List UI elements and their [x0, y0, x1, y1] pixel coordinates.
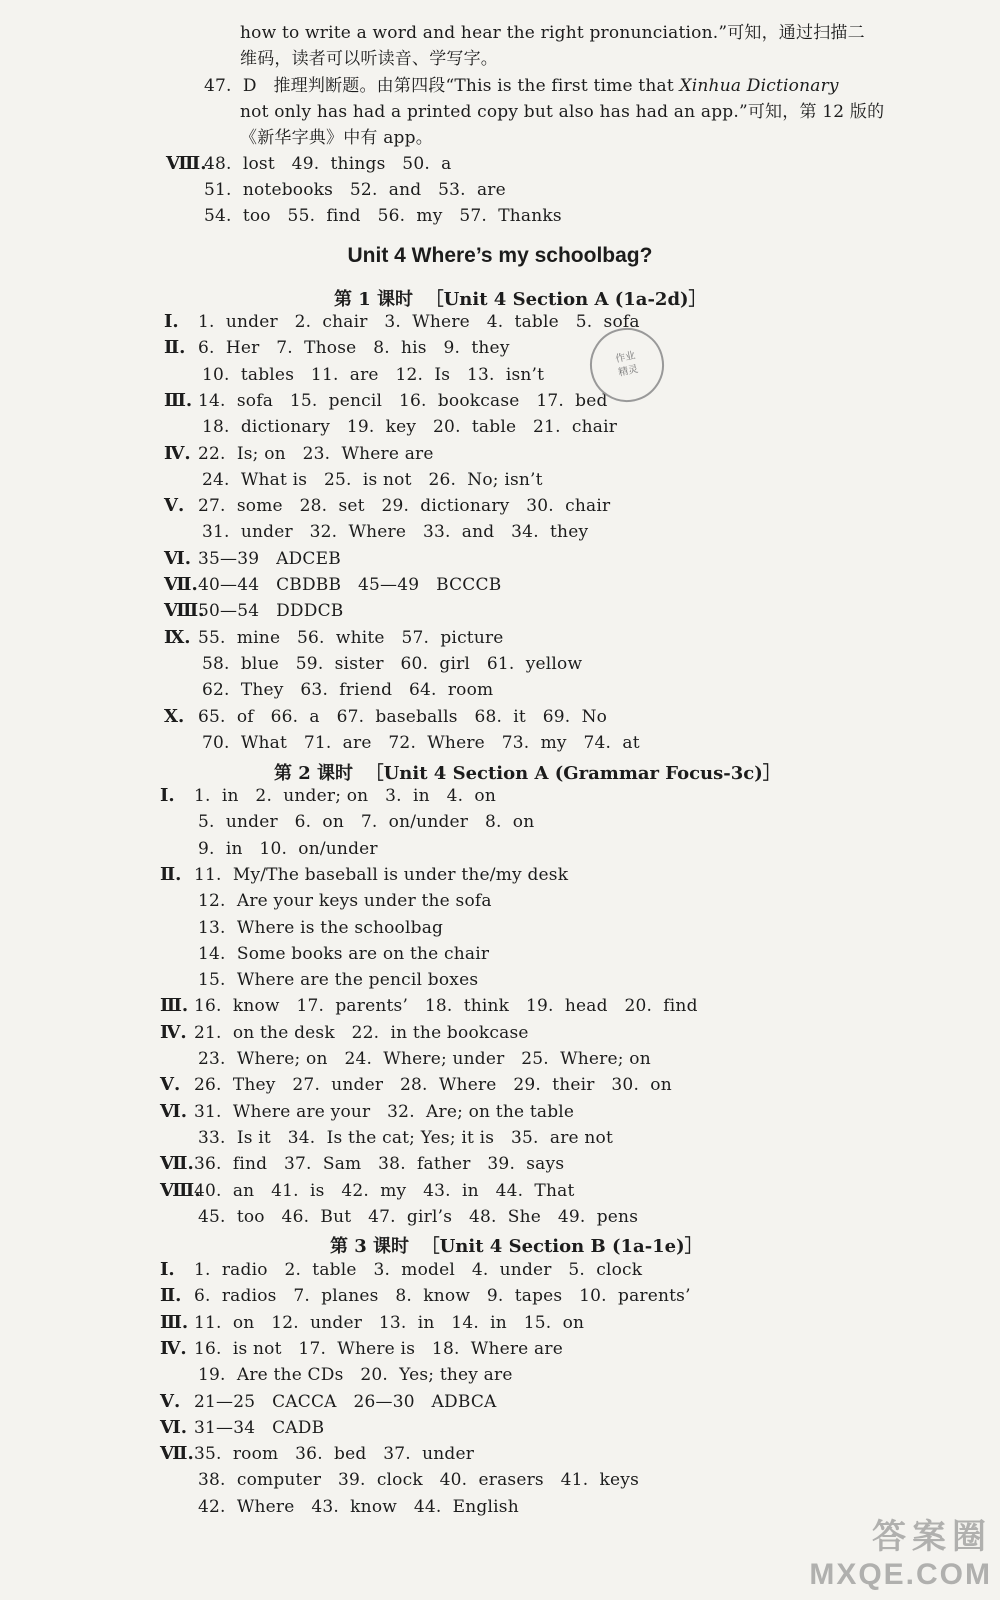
answer-line: 40—44 CBDBB 45—49 BCCCB	[198, 575, 502, 595]
text-span: 47. D 推理判断题。由第四段“This is the first time that	[204, 76, 680, 96]
answer-line: 35. room 36. bed 37. under	[194, 1444, 475, 1465]
answer-line: 38. computer 39. clock 40. erasers 41. keys	[198, 1470, 639, 1491]
answer-line: 48. lost 49. things 50. a	[204, 154, 452, 174]
section-number: Ⅱ.	[160, 863, 182, 885]
answer-line: 11. My/The baseball is under the/my desk	[194, 864, 569, 885]
section-number: Ⅰ.	[160, 785, 175, 806]
answer-line: 21—25 CACCA 26—30 ADBCA	[194, 1391, 497, 1412]
answer-line: 6. radios 7. planes 8. know 9. tapes 10. parents’	[194, 1286, 691, 1307]
text-line: 《新华字典》中有 app。	[240, 128, 433, 148]
answer-line: 16. know 17. parents’ 18. think 19. head 20. find	[194, 996, 698, 1017]
answer-line: 31. Where are your 32. Are; on the table	[194, 1101, 575, 1122]
answer-line: 45. too 46. But 47. girl’s 48. She 49. pens	[198, 1206, 639, 1227]
section-number: Ⅰ.	[164, 311, 179, 332]
answer-line: 26. They 27. under 28. Where 29. their 30. on	[194, 1075, 672, 1096]
section-number: Ⅴ.	[160, 1390, 181, 1412]
watermark	[809, 1509, 992, 1592]
section-number: Ⅶ.	[160, 1443, 194, 1465]
text-line: not only has had a printed copy but also has had an app.”可知，第 12 版的	[240, 102, 885, 122]
answer-line: 5. under 6. on 7. on/under 8. on	[198, 812, 535, 833]
answer-line: 62. They 63. friend 64. room	[202, 680, 494, 701]
answer-line: 58. blue 59. sister 60. girl 61. yellow	[202, 653, 583, 674]
answer-line: 14. sofa 15. pencil 16. bookcase 17. bed	[198, 390, 608, 411]
lesson-title: 第 2 课时 ［Unit 4 Section A (Grammar Focus-3c)］	[274, 763, 781, 784]
answer-line: 1. under 2. chair 3. Where 4. table 5. sofa	[198, 312, 640, 332]
section-number: Ⅴ.	[160, 1074, 181, 1096]
section-number: Ⅷ.	[160, 1179, 201, 1201]
answer-line: 51. notebooks 52. and 53. are	[204, 180, 506, 200]
section-number: Ⅰ.	[160, 1259, 175, 1280]
answer-line: 18. dictionary 19. key 20. table 21. chair	[202, 417, 618, 438]
answer-line: 35—39 ADCEB	[198, 548, 341, 569]
unit-title: Unit 4 Where’s my schoolbag?	[347, 244, 653, 267]
answer-line: 23. Where; on 24. Where; under 25. Where; on	[198, 1049, 651, 1069]
answer-line: 1. in 2. under; on 3. in 4. on	[194, 786, 496, 806]
section-number: Ⅳ.	[160, 1337, 187, 1359]
answer-line: 31—34 CADB	[194, 1417, 325, 1438]
answer-line: 55. mine 56. white 57. picture	[198, 627, 504, 648]
text-line	[204, 75, 839, 97]
section-number: Ⅱ.	[160, 1285, 182, 1307]
section-number: Ⅶ.	[164, 574, 198, 595]
answer-line: 11. on 12. under 13. in 14. in 15. on	[194, 1312, 585, 1333]
answer-line: 54. too 55. find 56. my 57. Thanks	[204, 206, 562, 226]
section-number: Ⅷ.	[164, 600, 205, 622]
answer-line: 13. Where is the schoolbag	[198, 917, 444, 938]
answer-line: 22. Is; on 23. Where are	[198, 443, 434, 464]
section-number: Ⅴ.	[164, 495, 185, 517]
italic-title: Xinhua Dictionary	[679, 76, 839, 96]
answer-line: 27. some 28. set 29. dictionary 30. chair	[198, 496, 611, 517]
answer-line: 31. under 32. Where 33. and 34. they	[202, 522, 589, 543]
watermark-logo-text: 答案圈	[872, 1518, 992, 1556]
section-number: Ⅷ.	[166, 153, 207, 174]
answer-line: 21. on the desk 22. in the bookcase	[194, 1022, 529, 1043]
watermark-url: MXQE.COM	[809, 1558, 992, 1591]
lesson-title: 第 1 课时 ［Unit 4 Section A (1a-2d)］	[334, 289, 707, 310]
answer-line: 1. radio 2. table 3. model 4. under 5. clock	[194, 1260, 643, 1280]
answer-line: 50—54 DDDCB	[198, 601, 344, 622]
section-number: Ⅲ.	[164, 389, 193, 411]
section-number: Ⅵ.	[164, 547, 191, 569]
text-line: how to write a word and hear the right pronunciation.”可知，通过扫描二	[240, 23, 865, 43]
answer-line: 70. What 71. are 72. Where 73. my 74. at	[202, 732, 640, 753]
answer-line: 9. in 10. on/under	[198, 838, 378, 859]
section-number: Ⅳ.	[164, 442, 191, 464]
answer-line: 15. Where are the pencil boxes	[198, 970, 479, 991]
section-number: Ⅹ.	[164, 705, 185, 727]
answer-line: 10. tables 11. are 12. Is 13. isn’t	[202, 364, 545, 385]
answer-line: 36. find 37. Sam 38. father 39. says	[194, 1154, 565, 1175]
answer-line: 65. of 66. a 67. baseballs 68. it 69. No	[198, 706, 608, 727]
answer-line: 33. Is it 34. Is the cat; Yes; it is 35. are not	[198, 1127, 614, 1148]
stamp-text: 精灵	[617, 363, 640, 379]
answer-line: 16. is not 17. Where is 18. Where are	[194, 1338, 563, 1359]
lesson-title: 第 3 课时 ［Unit 4 Section B (1a-1e)］	[330, 1236, 703, 1257]
section-number: Ⅵ.	[160, 1416, 187, 1438]
section-number: Ⅱ.	[164, 337, 186, 359]
section-number: Ⅳ.	[160, 1021, 187, 1043]
section-number: Ⅶ.	[160, 1153, 194, 1175]
answer-line: 14. Some books are on the chair	[198, 943, 490, 964]
answer-line: 12. Are your keys under the sofa	[198, 891, 492, 912]
answer-line: 6. Her 7. Those 8. his 9. they	[198, 338, 510, 359]
text-line: 维码，读者可以听读音、学写字。	[240, 49, 498, 69]
section-number: Ⅲ.	[160, 995, 189, 1017]
stamp-text: 作业	[614, 350, 637, 366]
answer-line: 42. Where 43. know 44. English	[198, 1496, 519, 1517]
section-number: Ⅵ.	[160, 1100, 187, 1122]
section-number: Ⅲ.	[160, 1311, 189, 1333]
answer-line: 24. What is 25. is not 26. No; isn’t	[202, 469, 543, 490]
answer-line: 40. an 41. is 42. my 43. in 44. That	[194, 1180, 575, 1201]
answer-line: 19. Are the CDs 20. Yes; they are	[198, 1365, 513, 1386]
section-number: Ⅸ.	[164, 626, 191, 648]
